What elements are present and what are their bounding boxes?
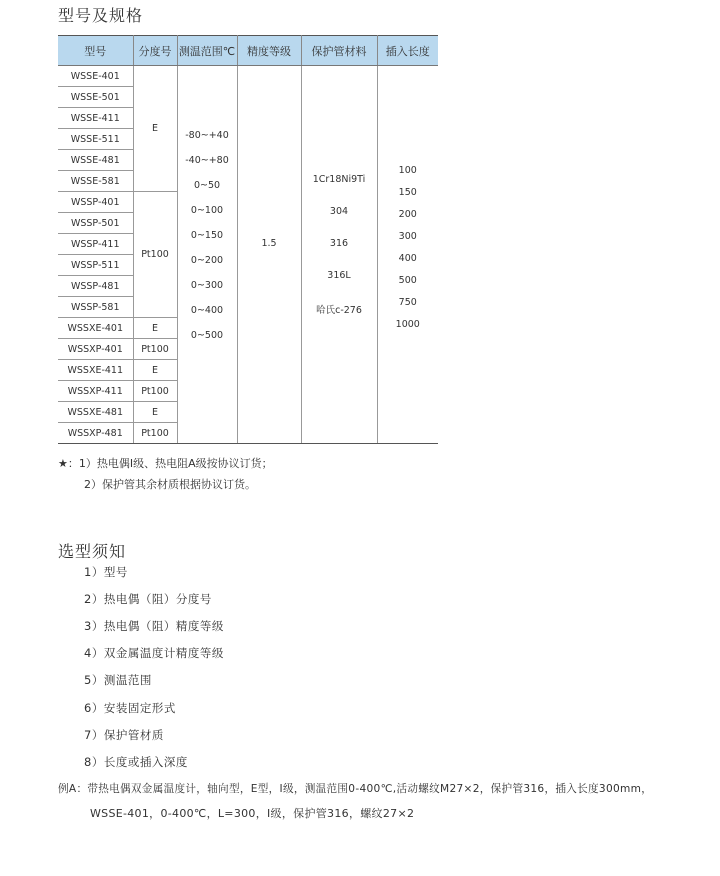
range-value: 0~100: [190, 205, 224, 216]
star-icon: ★：: [58, 457, 79, 470]
material-cell: [301, 66, 377, 444]
length-value: 400: [398, 253, 417, 264]
range-cell: [177, 66, 237, 444]
spec-table: [58, 35, 438, 444]
material-value: 1Cr18Ni9Ti: [312, 174, 366, 185]
material-value: 316L: [327, 270, 351, 281]
graduation-cell: E: [133, 318, 177, 339]
model-cell: WSSE-581: [58, 171, 133, 192]
example-line-1: 例A：带热电偶双金属温度计，轴向型，E型，Ⅰ级，测温范围0-400℃,活动螺纹M27×2，保护管316，插入长度300mm，: [58, 783, 653, 795]
precision-value: 1.5: [261, 238, 277, 249]
range-value: 0~300: [190, 280, 224, 291]
model-cell: WSSE-501: [58, 87, 133, 108]
list-item: 8）长度或插入深度: [84, 755, 188, 769]
range-value: 0~400: [190, 305, 224, 316]
model-cell: WSSP-511: [58, 255, 133, 276]
model-cell: WSSE-401: [58, 66, 133, 87]
graduation-cell: E: [133, 66, 177, 192]
range-value: 0~50: [193, 180, 221, 191]
length-value: 300: [398, 231, 417, 242]
graduation-cell: E: [133, 360, 177, 381]
length-value: 1000: [395, 319, 420, 330]
length-cell: [377, 66, 438, 444]
graduation-cell: Pt100: [133, 381, 177, 402]
model-cell: WSSP-401: [58, 192, 133, 213]
model-cell: WSSXE-401: [58, 318, 133, 339]
model-cell: WSSE-411: [58, 108, 133, 129]
range-value: -40~+80: [185, 155, 229, 166]
header-graduation: 分度号: [133, 36, 177, 66]
header-range: 测温范围℃: [177, 36, 237, 66]
example-line-2: WSSE-401，0-400℃，L=300，Ⅰ级，保护管316，螺纹27×2: [90, 807, 415, 820]
range-value: 0~150: [190, 230, 224, 241]
graduation-cell: Pt100: [133, 423, 177, 444]
list-item: 4）双金属温度计精度等级: [84, 646, 224, 660]
table-row: [58, 66, 438, 87]
list-item: 7）保护管材质: [84, 728, 164, 742]
note-2: 2）保护管其余材质根据协议订货。: [84, 478, 256, 491]
length-value: 750: [398, 297, 417, 308]
model-cell: WSSXP-401: [58, 339, 133, 360]
model-cell: WSSP-411: [58, 234, 133, 255]
list-item: 3）热电偶（阻）精度等级: [84, 619, 224, 633]
model-cell: WSSXE-411: [58, 360, 133, 381]
graduation-cell: Pt100: [133, 192, 177, 318]
graduation-cell: E: [133, 402, 177, 423]
list-item: 1）型号: [84, 565, 128, 579]
list-item: 5）测温范围: [84, 673, 152, 687]
model-cell: WSSE-511: [58, 129, 133, 150]
model-cell: WSSP-581: [58, 297, 133, 318]
selection-section-title: 选型须知: [58, 542, 127, 561]
model-cell: WSSP-501: [58, 213, 133, 234]
model-cell: WSSXP-411: [58, 381, 133, 402]
model-cell: WSSXE-481: [58, 402, 133, 423]
note-1: 1）热电偶Ⅰ级、热电阻A级按协议订货；: [78, 457, 273, 470]
length-value: 100: [398, 165, 417, 176]
header-precision: 精度等级: [237, 36, 301, 66]
model-cell: WSSXP-481: [58, 423, 133, 444]
list-item: 2）热电偶（阻）分度号: [84, 592, 212, 606]
header-material: 保护管材料: [301, 36, 377, 66]
material-value: 哈氏c-276: [316, 305, 362, 316]
material-value: 304: [329, 206, 349, 217]
range-value: 0~200: [190, 255, 224, 266]
graduation-cell: Pt100: [133, 339, 177, 360]
spec-section-title: 型号及规格: [58, 6, 144, 25]
header-model: 型号: [58, 36, 133, 66]
model-cell: WSSP-481: [58, 276, 133, 297]
notes-block: [58, 455, 273, 471]
range-value: -80~+40: [185, 130, 229, 141]
model-cell: WSSE-481: [58, 150, 133, 171]
material-value: 316: [329, 238, 349, 249]
header-length: 插入长度: [377, 36, 438, 66]
range-value: 0~500: [190, 330, 224, 341]
precision-cell: [237, 66, 301, 444]
length-value: 500: [398, 275, 417, 286]
table-header-row: [58, 36, 438, 66]
list-item: 6）安装固定形式: [84, 701, 176, 715]
length-value: 150: [398, 187, 417, 198]
length-value: 200: [398, 209, 417, 220]
